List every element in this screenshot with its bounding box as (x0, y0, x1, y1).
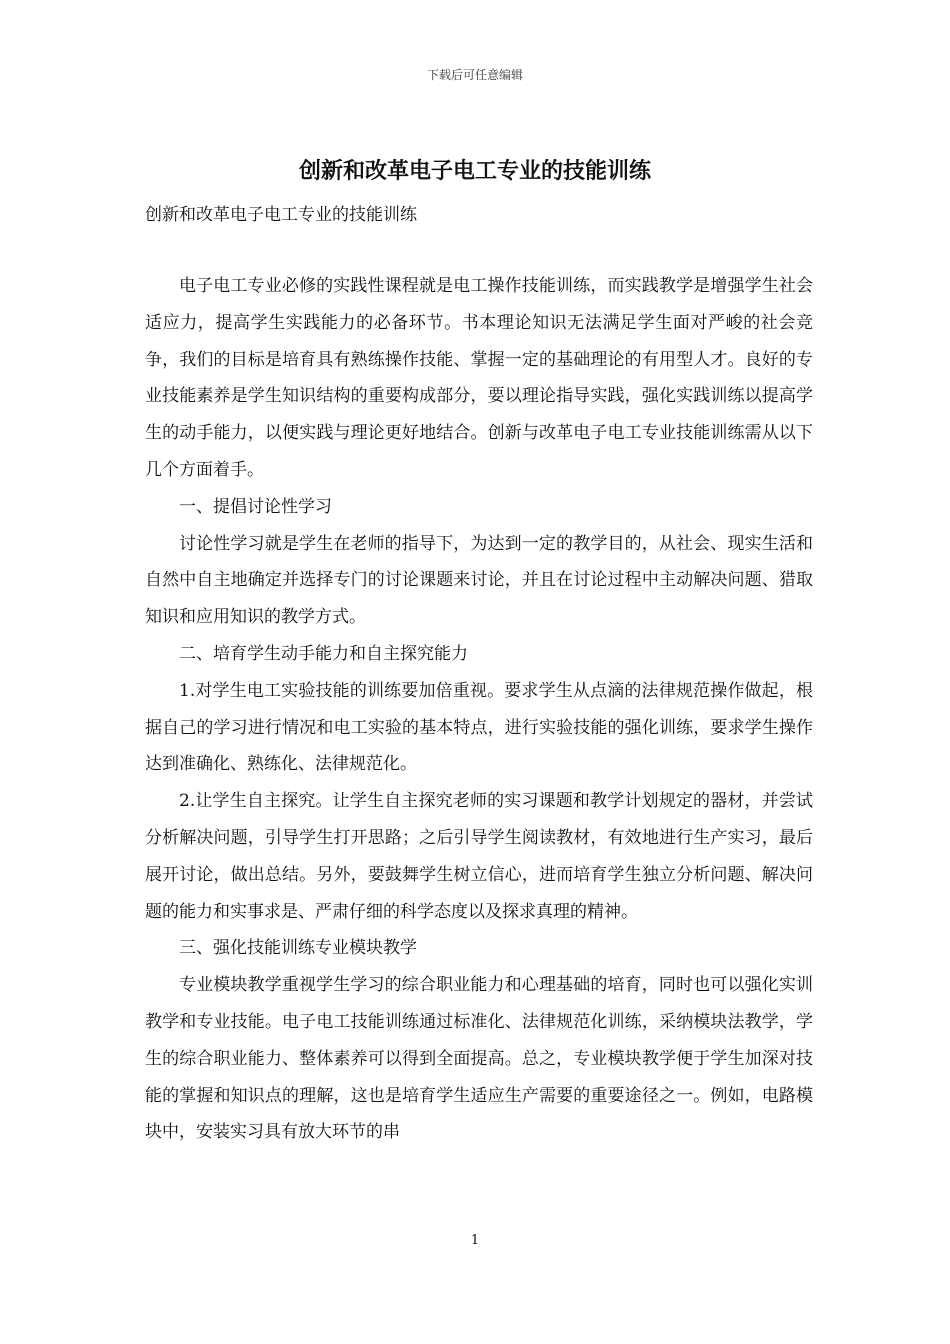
paragraph-section-2-item-1: 1.对学生电工实验技能的训练要加倍重视。要求学生从点滴的法律规范操作做起，根据自己的学习进行情况和电工实验的基本特点，进行实验技能的强化训练，要求学生操作达到准确化、熟练化、法律规范化。 (145, 680, 813, 775)
page-number: 1 (470, 1233, 480, 1248)
section-heading-3: 三、强化技能训练专业模块教学 (179, 938, 417, 959)
paragraph-section-1: 讨论性学习就是学生在老师的指导下，为达到一定的教学目的，从社会、现实生活和自然中自主地确定并选择专门的讨论课题来讨论，并且在讨论过程中主动解决问题、猎取知识和应用知识的教学方式。 (145, 533, 813, 628)
section-heading-2: 二、培育学生动手能力和自主探究能力 (179, 643, 468, 664)
document-subtitle: 创新和改革电子电工专业的技能训练 (145, 205, 417, 225)
paragraph-intro: 电子电工专业必修的实践性课程就是电工操作技能训练，而实践教学是增强学生社会适应力，提高学生实践能力的必备环节。书本理论知识无法满足学生面对严峻的社会竞争，我们的目标是培育具有熟练操作技能、掌握一定的基础理论的有用型人才。良好的专业技能素养是学生知识结构的重要构成部分，要以理论指导实践，强化实践训练以提高学生的动手能力，以便实践与理论更好地结合。创新与改革电子电工专业技能训练需从以下几个方面着手。 (145, 276, 813, 480)
section-heading-1: 一、提倡讨论性学习 (179, 496, 332, 517)
document-title: 创新和改革电子电工专业的技能训练 (298, 158, 651, 184)
header-note: 下载后可任意编辑 (426, 68, 523, 82)
paragraph-section-2-item-2: 2.让学生自主探究。让学生自主探究老师的实习课题和教学计划规定的器材，并尝试分析解决问题，引导学生打开思路；之后引导学生阅读教材，有效地进行生产实习，最后展开讨论，做出总结。另外，要鼓舞学生树立信心，进而培育学生独立分析问题、解决问题的能力和实事求是、严肃仔细的科学态度以及探求真理的精神。 (145, 791, 813, 922)
paragraph-section-3: 专业模块教学重视学生学习的综合职业能力和心理基础的培育，同时也可以强化实训教学和专业技能。电子电工技能训练通过标准化、法律规范化训练，采纳模块法教学，学生的综合职业能力、整体素养可以得到全面提高。总之，专业模块教学便于学生加深对技能的掌握和知识点的理解，这也是培育学生适应生产需要的重要途径之一。例如，电路模块中，安装实习具有放大环节的串 (145, 975, 813, 1143)
document-body (145, 268, 813, 1151)
